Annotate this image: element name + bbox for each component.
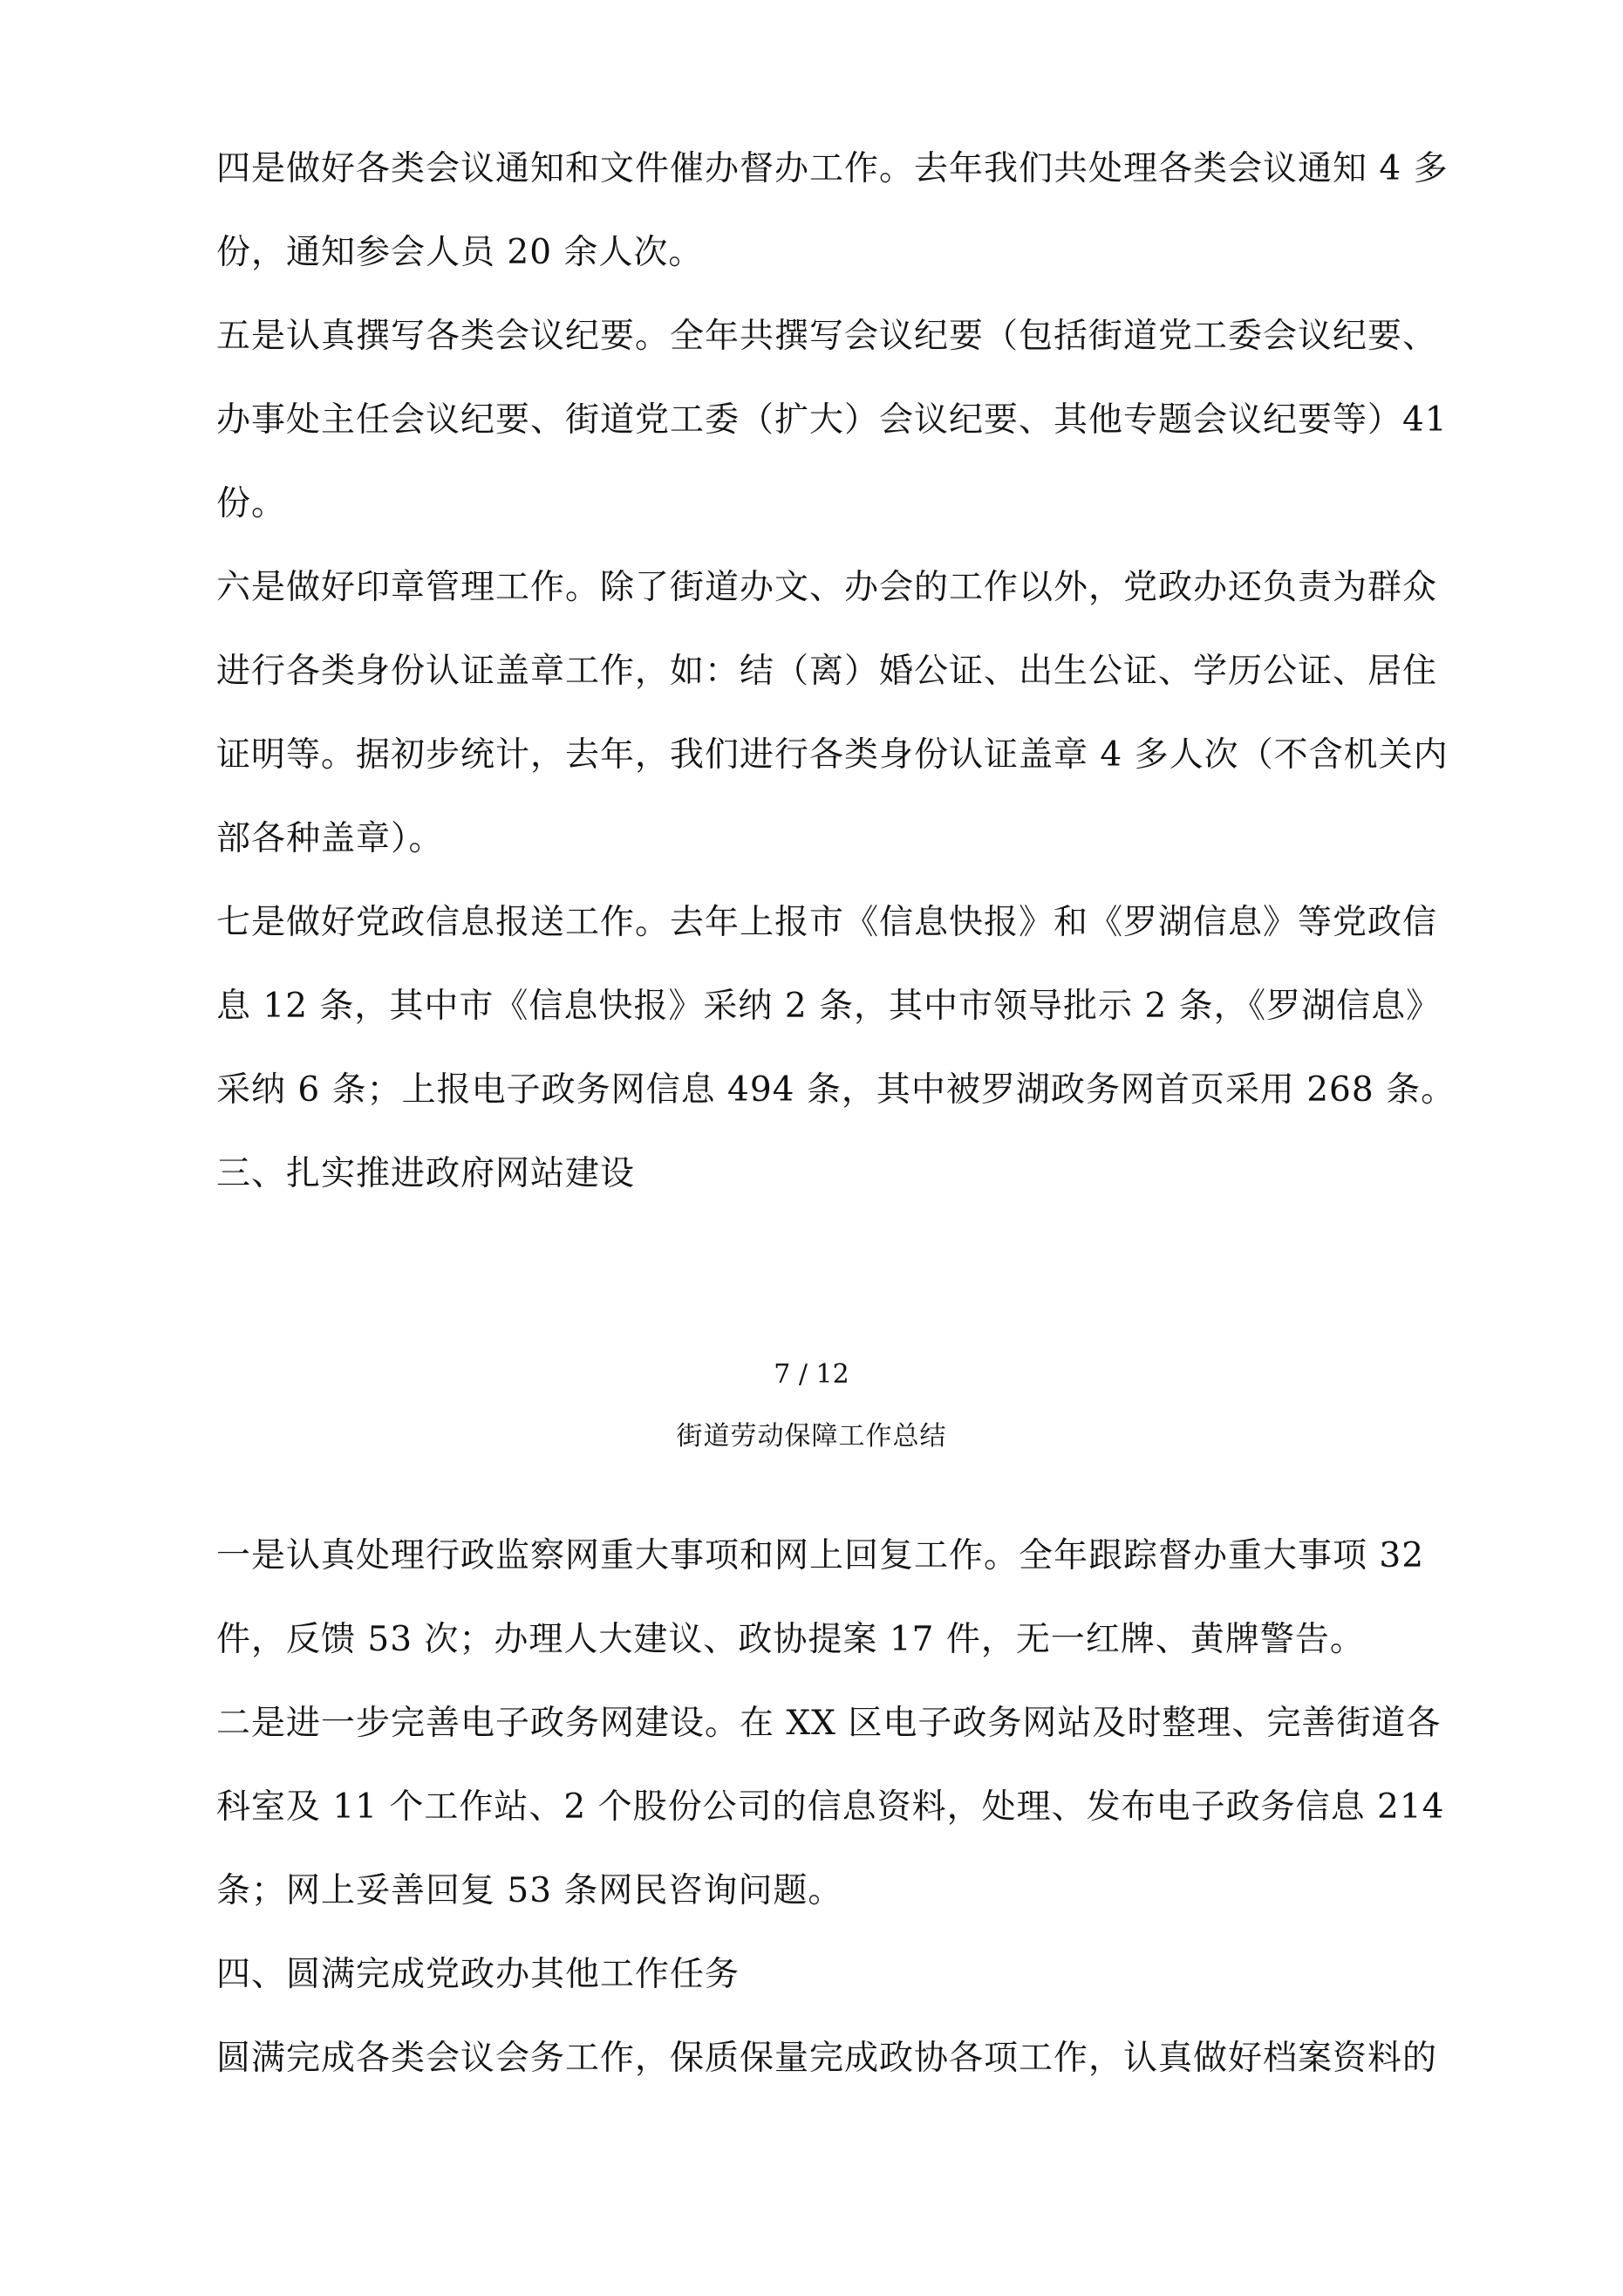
text-line: 部各种盖章）。 xyxy=(216,819,444,858)
text-line: 六是做好印章管理工作。除了街道办文、办会的工作以外，党政办还负责为群众 xyxy=(216,568,1438,607)
text-line: 份，通知参会人员 20 余人次。 xyxy=(216,233,704,272)
text-line: 证明等。据初步统计，去年，我们进行各类身份认证盖章 4 多人次（不含机关内 xyxy=(216,735,1449,775)
text-line: 件，反馈 53 次；办理人大建议、政协提案 17 件，无一红牌、黄牌警告。 xyxy=(216,1620,1365,1659)
text-line: 办事处主任会议纪要、街道党工委（扩大）会议纪要、其他专题会议纪要等）41 xyxy=(216,400,1448,440)
text-line: 一是认真处理行政监察网重大事项和网上回复工作。全年跟踪督办重大事项 32 xyxy=(216,1536,1425,1575)
text-line: 科室及 11 个工作站、2 个股份公司的信息资料，处理、发布电子政务信息 214 xyxy=(216,1787,1445,1827)
text-line: 四是做好各类会议通知和文件催办督办工作。去年我们共处理各类会议通知 4 多 xyxy=(216,149,1449,188)
text-line: 五是认真撰写各类会议纪要。全年共撰写会议纪要（包括街道党工委会议纪要、 xyxy=(216,317,1438,356)
text-line: 二是进一步完善电子政务网建设。在 XX 区电子政务网站及时整理、完善街道各 xyxy=(216,1704,1442,1743)
text-line: 进行各类身份认证盖章工作，如：结（离）婚公证、出生公证、学历公证、居住 xyxy=(216,652,1438,691)
text-line: 条；网上妥善回复 53 条网民咨询问题。 xyxy=(216,1871,843,1910)
text-line: 采纳 6 条；上报电子政务网信息 494 条，其中被罗湖政务网首页采用 268 条。 xyxy=(216,1070,1456,1110)
text-line: 份。 xyxy=(216,484,287,523)
text-line: 圆满完成各类会议会务工作，保质保量完成政协各项工作，认真做好档案资料的 xyxy=(216,2039,1438,2078)
section-heading: 四、圆满完成党政办其他工作任务 xyxy=(216,1955,740,1994)
page-number: 7 / 12 xyxy=(774,1359,849,1390)
text-line: 七是做好党政信息报送工作。去年上报市《信息快报》和《罗湖信息》等党政信 xyxy=(216,903,1438,942)
running-title: 街道劳动保障工作总结 xyxy=(676,1421,947,1452)
text-line: 息 12 条，其中市《信息快报》采纳 2 条，其中市领导批示 2 条，《罗湖信息》 xyxy=(216,987,1442,1026)
section-heading: 三、扎实推进政府网站建设 xyxy=(216,1154,636,1193)
